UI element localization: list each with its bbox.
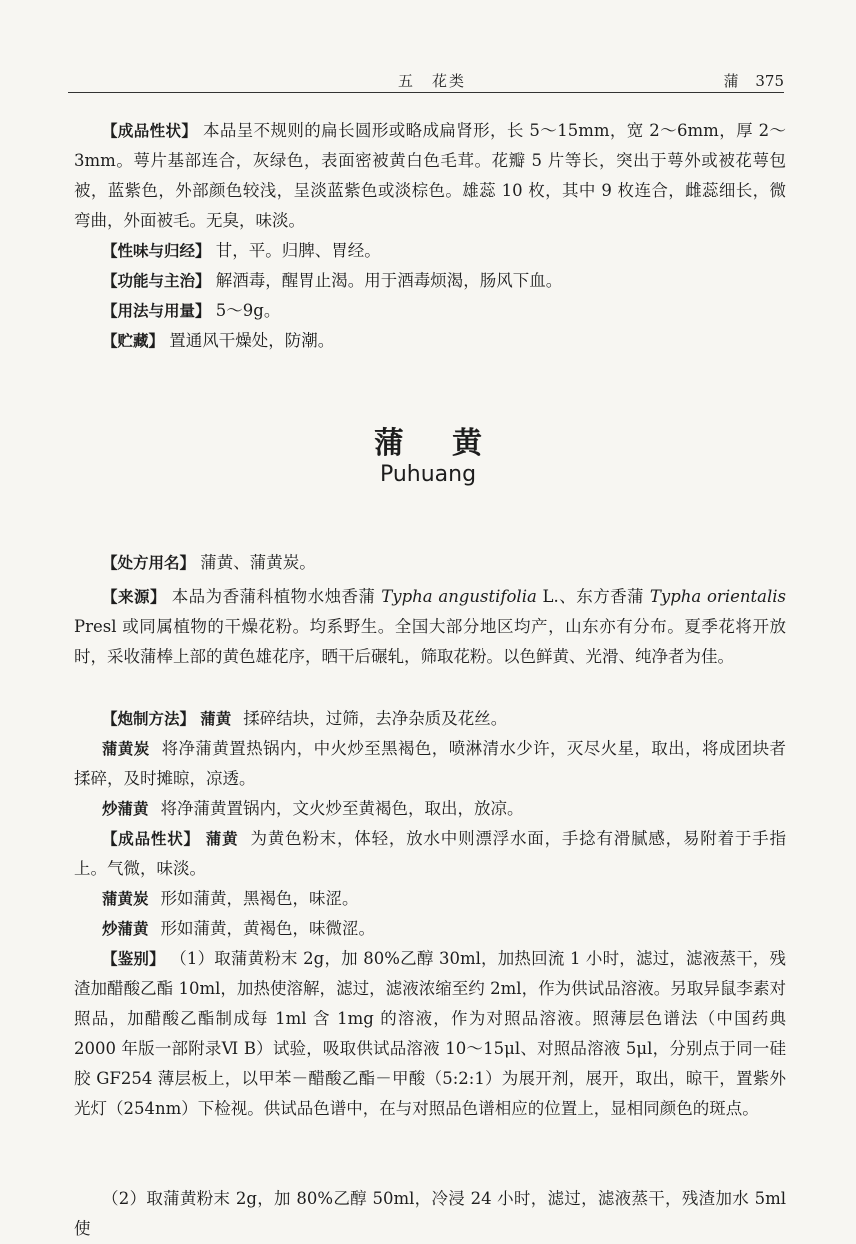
ident-text-1: （1）取蒲黄粉末 2g，加 80%乙醇 30ml，加热回流 1 小时，滤过，滤液蒸干，残渣加醋酸乙酯 10ml，加热使溶解，滤过，滤液浓缩至约 2ml，作为供试品溶液。另取异鼠李素对照品，加醋酸乙酯制成每 1ml 含 1mg 的溶液，作为对照品溶液。照薄层色谱法（中国药典 2000 年版一部附录Ⅵ B）试验，吸取供试品溶液 10～15μl、对照品溶液 5μl，分别点于同一硅胶 GF254 薄层板上，以甲苯－醋酸乙酯－甲酸（5:2:1）为展开剂，展开，取出，晾干，置紫外光灯（254nm）下检视。供试品色谱中，在与对照品色谱相应的位置上，显相同颜色的斑点。	[74, 949, 786, 1118]
latin-name-1: Typha angustifolia	[381, 587, 537, 606]
header-right	[712, 70, 784, 91]
section-label: 【成品性状】	[102, 122, 198, 140]
method-text: 揉碎结块，过筛，去净杂质及花丝。	[243, 709, 508, 728]
section-text: 蒲黄、蒲黄炭。	[200, 553, 316, 572]
prev-function-paragraph	[74, 266, 786, 296]
rx-name-paragraph	[74, 548, 786, 578]
chapter-title: 五 花类	[398, 72, 467, 90]
section-label: 【处方用名】	[102, 554, 196, 572]
section-text: 本品呈不规则的扁长圆形或略成扁肾形，长 5～15mm，宽 2～6mm，厚 2～3mm。萼片基部连合，灰绿色，表面密被黄白色毛茸。花瓣 5 片等长，突出于萼外或被花萼包被，蓝紫色，外部颜色较浅，呈淡蓝紫色或淡棕色。雄蕊 10 枚，其中 9 枚连合，雌蕊细长，微弯曲，外面被毛。无臭，味淡。	[74, 121, 786, 230]
section-label: 【炮制方法】	[102, 710, 196, 728]
source-text-2: L.、东方香蒲	[536, 587, 650, 606]
section-label: 【功能与主治】	[102, 272, 211, 290]
page-number: 375	[755, 72, 784, 90]
prev-dosage-paragraph	[74, 296, 786, 326]
section-label: 【鉴别】	[102, 950, 165, 968]
identification-paragraph-2	[74, 1184, 786, 1244]
section-text: 置通风干燥处，防潮。	[169, 331, 335, 350]
process-charcoal-paragraph	[74, 734, 786, 794]
product-name: 炒蒲黄	[102, 920, 149, 938]
ident-text-2: （2）取蒲黄粉末 2g，加 80%乙醇 50ml，冷浸 24 小时，滤过，滤液蒸干，残渣加水 5ml 使	[74, 1189, 786, 1238]
method-name: 炒蒲黄	[102, 800, 149, 818]
method-name: 蒲黄炭	[102, 740, 150, 758]
product-text: 形如蒲黄，黄褐色，味微涩。	[160, 919, 376, 938]
section-text: 解酒毒，醒胃止渴。用于酒毒烦渴，肠风下血。	[215, 271, 563, 290]
prev-traits-paragraph	[74, 116, 786, 236]
product-text: 为黄色粉末，体轻，放水中则漂浮水面，手捻有滑腻感，易附着于手指上。气微，味淡。	[74, 829, 786, 878]
product-text: 形如蒲黄，黑褐色，味涩。	[160, 889, 359, 908]
section-label: 【来源】	[102, 588, 166, 606]
header-keyword: 蒲	[723, 72, 739, 90]
source-text-3: Presl 或同属植物的干燥花粉。均系野生。全国大部分地区均产，山东亦有分布。夏季花将开放时，采收蒲棒上部的黄色雄花序，晒干后碾轧，筛取花粉。以色鲜黄、光滑、纯净者为佳。	[74, 617, 786, 666]
section-label: 【性味与归经】	[102, 242, 211, 260]
method-name: 蒲黄	[200, 710, 232, 728]
traits-paragraph	[74, 824, 786, 884]
process-fried-paragraph	[74, 794, 786, 824]
product-name: 蒲黄	[205, 830, 239, 848]
section-label: 【贮藏】	[102, 332, 165, 350]
section-label: 【用法与用量】	[102, 302, 211, 320]
entry-title: 蒲黄	[374, 426, 530, 461]
product-name: 蒲黄炭	[102, 890, 149, 908]
section-label: 【成品性状】	[102, 830, 200, 848]
prev-storage-paragraph	[74, 326, 786, 356]
section-text: 甘，平。归脾、胃经。	[215, 241, 381, 260]
running-header	[68, 62, 784, 93]
method-text: 将净蒲黄置锅内，文火炒至黄褐色，取出，放凉。	[160, 799, 524, 818]
entry-pinyin: Puhuang	[379, 462, 477, 487]
method-text: 将净蒲黄置热锅内，中火炒至黑褐色，喷淋清水少许，灭尽火星，取出，将成团块者揉碎，及时摊晾，凉透。	[74, 739, 786, 788]
source-paragraph	[74, 582, 786, 672]
latin-name-2: Typha orientalis	[649, 587, 786, 606]
prev-taste-paragraph	[74, 236, 786, 266]
section-text: 5～9g。	[215, 301, 281, 320]
identification-paragraph-1	[74, 944, 786, 1124]
traits-charcoal-paragraph	[74, 884, 786, 914]
traits-fried-paragraph	[74, 914, 786, 944]
process-paragraph	[74, 704, 786, 734]
source-text-1: 本品为香蒲科植物水烛香蒲	[171, 587, 382, 606]
